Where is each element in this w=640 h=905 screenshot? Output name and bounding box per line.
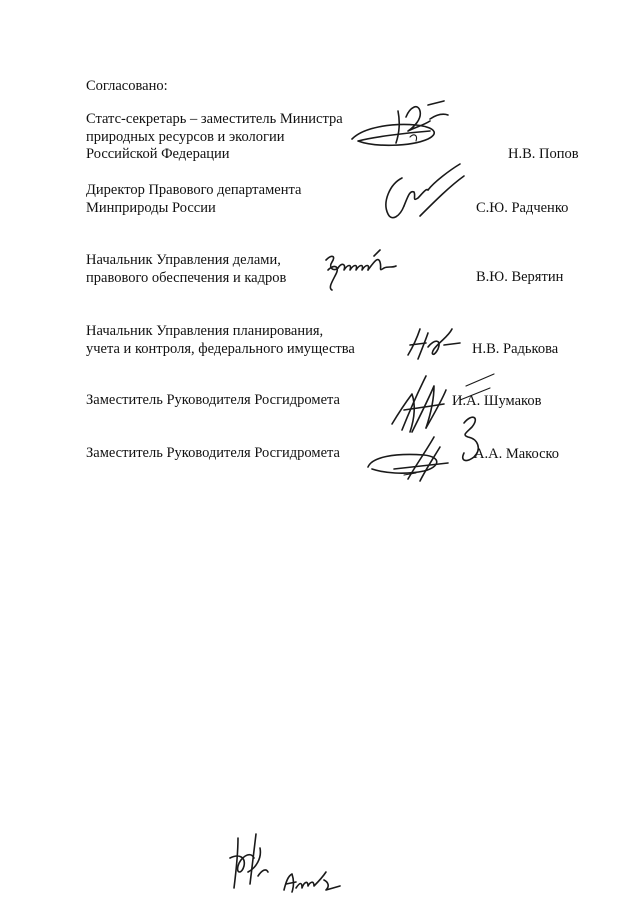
approver-title-line: учета и контроля, федерального имущества (86, 340, 355, 357)
approver-title-line: Директор Правового департамента (86, 182, 302, 198)
approval-heading: Согласовано: (86, 78, 168, 94)
signature-icon (380, 162, 470, 232)
signature-icon (404, 325, 464, 365)
approver-name: С.Ю. Радченко (476, 200, 569, 216)
approver-title (86, 323, 355, 358)
approver-title-line: Российской Федерации (86, 146, 230, 162)
approver-name: А.А. Макоско (474, 446, 560, 462)
approver-title-line: природных ресурсов и экологии (86, 128, 285, 145)
signature-icon (322, 242, 402, 292)
signature-icon (344, 97, 464, 157)
approver-title-line: Заместитель Руководителя Росгидромета (86, 445, 340, 461)
approver-name: В.Ю. Верятин (476, 269, 564, 285)
approver-name: Н.В. Радькова (472, 341, 559, 357)
approver-title (86, 252, 286, 287)
approver-name: И.А. Шумаков (452, 393, 542, 409)
approver-title-line: Начальник Управления делами, (86, 252, 281, 268)
approver-title (86, 392, 340, 410)
footer-initials-icon (228, 828, 272, 894)
approver-title (86, 445, 340, 463)
footer-initials-icon (280, 868, 344, 898)
approver-title-line: Минприроды России (86, 199, 216, 216)
signature-icon (364, 407, 490, 487)
approver-title-line: Статс-секретарь – заместитель Министра (86, 111, 343, 127)
approver-title-line: Заместитель Руководителя Росгидромета (86, 392, 340, 408)
approver-title-line: правового обеспечения и кадров (86, 269, 287, 286)
approver-title (86, 111, 343, 164)
approver-title (86, 182, 301, 217)
approver-title-line: Начальник Управления планирования, (86, 323, 324, 339)
approver-name: Н.В. Попов (508, 146, 579, 162)
